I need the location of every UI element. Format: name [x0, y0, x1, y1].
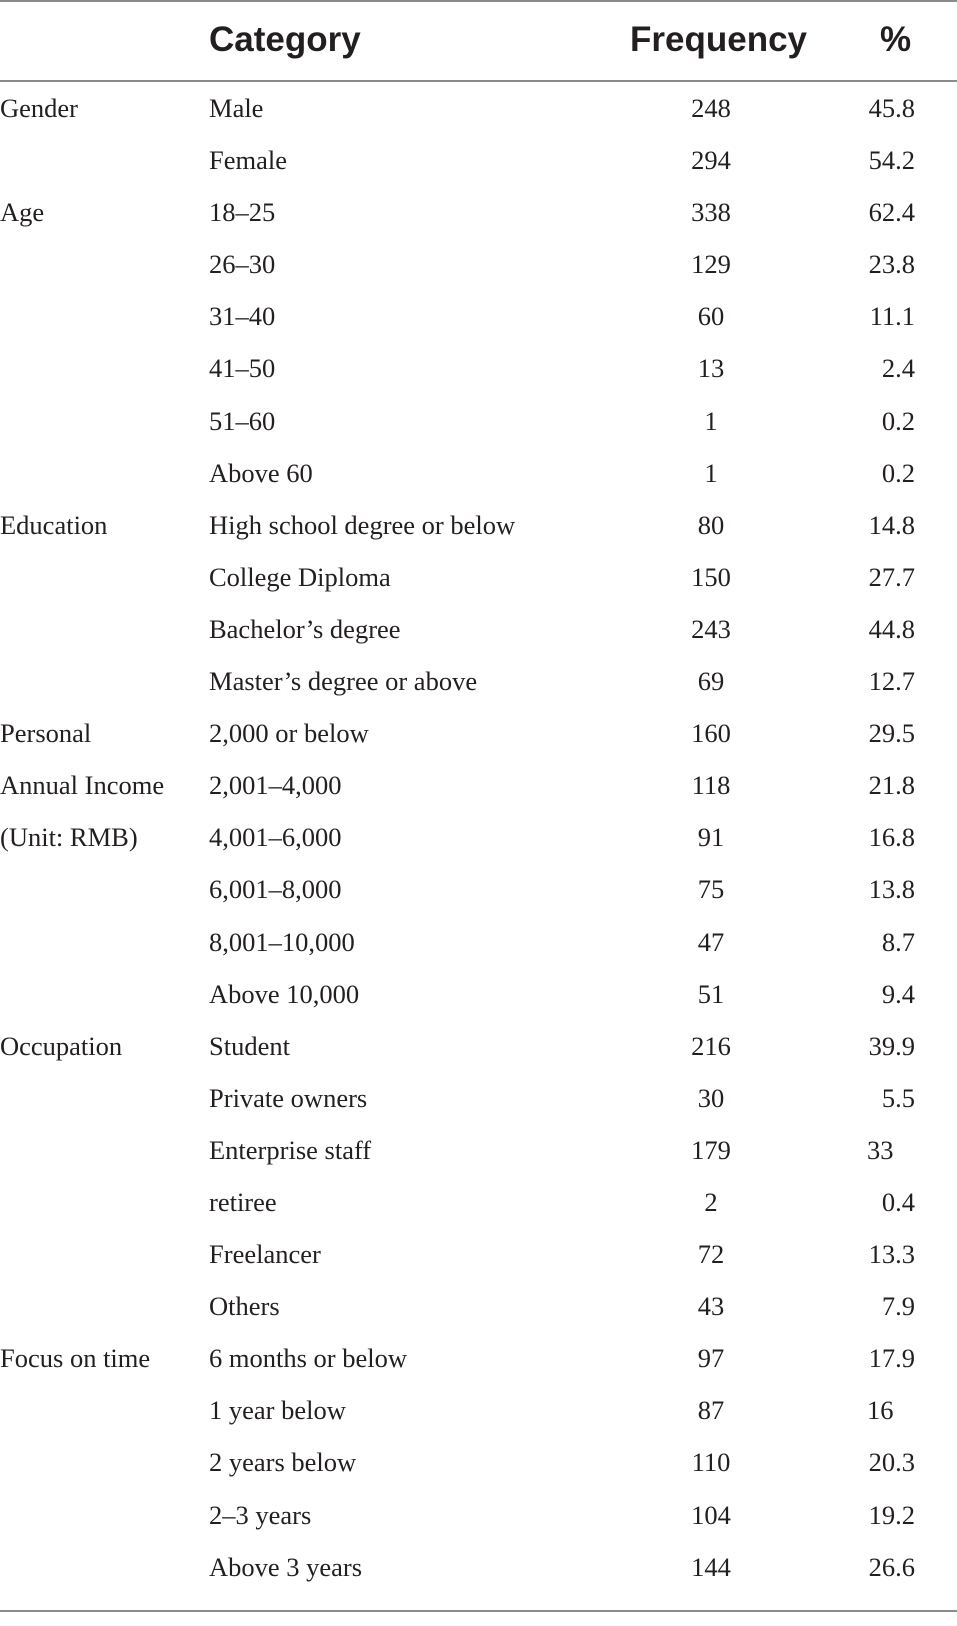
- table-row: [0, 186, 957, 238]
- row-category: Others: [209, 1291, 280, 1322]
- row-group-label: Focus on time: [0, 1343, 151, 1374]
- row-category: retiree: [209, 1186, 277, 1217]
- row-percent: 62.4: [868, 197, 915, 228]
- row-frequency: 150: [691, 561, 731, 592]
- row-group-label: (Unit: RMB): [0, 822, 138, 853]
- row-frequency: 2: [704, 1186, 718, 1217]
- row-percent: 11.1: [869, 301, 915, 332]
- table-row: [0, 655, 957, 707]
- table-row: [0, 1436, 957, 1488]
- row-category: 6 months or below: [209, 1343, 407, 1374]
- column-header-frequency: Frequency: [630, 20, 807, 59]
- table-row: [0, 811, 957, 863]
- table-row: [0, 603, 957, 655]
- row-frequency: 294: [691, 145, 731, 176]
- table-row: [0, 1489, 957, 1541]
- row-percent: 13.3: [868, 1239, 915, 1270]
- row-category: 4,001–6,000: [209, 822, 342, 853]
- row-frequency: 13: [697, 353, 725, 384]
- row-frequency: 60: [697, 301, 725, 332]
- row-percent: 0.4: [881, 1186, 915, 1217]
- row-category: 2,000 or below: [209, 718, 369, 749]
- row-percent: 7.9: [881, 1291, 915, 1322]
- table-row: [0, 342, 957, 394]
- row-percent: 26.6: [868, 1551, 915, 1582]
- row-percent: 23.8: [868, 249, 915, 280]
- row-category: High school degree or below: [209, 509, 516, 540]
- row-percent: 44.8: [868, 613, 915, 644]
- row-category: Master’s degree or above: [209, 666, 478, 697]
- row-percent: 54.2: [868, 145, 915, 176]
- row-percent: 2.4: [881, 353, 915, 384]
- row-category: Female: [209, 145, 287, 176]
- row-category: 41–50: [209, 353, 276, 384]
- row-percent: 19.2: [868, 1499, 915, 1530]
- row-frequency: 129: [691, 249, 731, 280]
- table-row: [0, 916, 957, 968]
- table-row: [0, 1176, 957, 1228]
- row-percent: 29.5: [868, 718, 915, 749]
- row-category: College Diploma: [209, 561, 391, 592]
- row-category: 8,001–10,000: [209, 926, 355, 957]
- row-percent: 5.5: [881, 1082, 915, 1113]
- table-row: [0, 1384, 957, 1436]
- row-category: 51–60: [209, 405, 276, 436]
- row-frequency: 118: [691, 770, 731, 801]
- row-frequency: 243: [691, 613, 731, 644]
- row-percent: 17.9: [868, 1343, 915, 1374]
- row-percent: 13.8: [868, 874, 915, 905]
- row-percent: 33: [867, 1134, 894, 1165]
- row-frequency: 43: [697, 1291, 725, 1322]
- table-row: [0, 499, 957, 551]
- table-row: [0, 968, 957, 1020]
- row-group-label: Age: [0, 197, 45, 228]
- row-category: Male: [209, 93, 264, 123]
- row-frequency: 30: [697, 1082, 725, 1113]
- row-percent: 16.8: [868, 822, 915, 853]
- row-group-label: Occupation: [0, 1030, 123, 1061]
- row-frequency: 80: [697, 509, 725, 540]
- row-category: 18–25: [209, 197, 276, 228]
- row-frequency: 1: [704, 405, 718, 436]
- row-percent: 0.2: [881, 405, 915, 436]
- row-category: Above 3 years: [209, 1551, 363, 1582]
- row-percent: 14.8: [868, 509, 915, 540]
- row-frequency: 51: [697, 978, 725, 1009]
- table-row: [0, 1072, 957, 1124]
- table-row: [0, 1541, 957, 1593]
- row-percent: 45.8: [868, 93, 915, 123]
- table-header-row: [0, 0, 957, 80]
- row-frequency: 97: [697, 1343, 725, 1374]
- row-percent: 8.7: [881, 926, 915, 957]
- row-category: Bachelor’s degree: [209, 613, 401, 644]
- row-percent: 16: [867, 1395, 894, 1426]
- table-row: [0, 395, 957, 447]
- table-row: [0, 1332, 957, 1384]
- row-group-label: Annual Income: [0, 770, 165, 801]
- table-row: [0, 134, 957, 186]
- table-row: [0, 1124, 957, 1176]
- row-frequency: 91: [697, 822, 725, 853]
- row-category: Above 60: [209, 457, 313, 488]
- table-row: [0, 1280, 957, 1332]
- column-header-category: Category: [209, 20, 361, 59]
- row-category: Above 10,000: [209, 978, 360, 1009]
- row-percent: 39.9: [868, 1030, 915, 1061]
- row-frequency: 87: [697, 1395, 725, 1426]
- table-body: [0, 82, 957, 1593]
- table-row: [0, 551, 957, 603]
- table-row: [0, 238, 957, 290]
- row-category: 2 years below: [209, 1447, 357, 1478]
- row-category: 31–40: [209, 301, 276, 332]
- row-frequency: 110: [691, 1447, 731, 1478]
- row-category: Private owners: [209, 1082, 368, 1113]
- table-row: [0, 1020, 957, 1072]
- row-percent: 12.7: [868, 666, 915, 697]
- row-category: 6,001–8,000: [209, 874, 342, 905]
- row-category: 26–30: [209, 249, 276, 280]
- row-group-label: Education: [0, 509, 108, 540]
- table-bottom-rule: [0, 1610, 957, 1612]
- row-category: 2–3 years: [209, 1499, 312, 1530]
- row-frequency: 72: [697, 1239, 725, 1270]
- row-frequency: 144: [691, 1551, 731, 1582]
- row-category: Enterprise staff: [209, 1134, 372, 1165]
- row-frequency: 160: [691, 718, 731, 749]
- table-row: [0, 447, 957, 499]
- column-header-percent: %: [880, 20, 912, 59]
- row-frequency: 47: [697, 926, 725, 957]
- row-frequency: 75: [697, 874, 725, 905]
- row-category: 1 year below: [209, 1395, 346, 1426]
- row-frequency: 1: [704, 457, 718, 488]
- row-frequency: 216: [691, 1030, 731, 1061]
- table-row: [0, 290, 957, 342]
- table-row: [0, 863, 957, 915]
- row-frequency: 69: [697, 666, 725, 697]
- row-category: Freelancer: [209, 1239, 321, 1270]
- row-frequency: 104: [691, 1499, 731, 1530]
- row-frequency: 179: [691, 1134, 731, 1165]
- table-row: [0, 759, 957, 811]
- row-group-label: Personal: [0, 718, 92, 749]
- row-percent: 9.4: [881, 978, 915, 1009]
- row-percent: 20.3: [868, 1447, 915, 1478]
- table-row: [0, 1228, 957, 1280]
- row-percent: 27.7: [868, 561, 915, 592]
- table-row: [0, 82, 957, 134]
- row-frequency: 248: [691, 93, 731, 123]
- row-percent: 0.2: [881, 457, 915, 488]
- row-category: Student: [209, 1030, 290, 1061]
- row-group-label: Gender: [0, 93, 78, 123]
- row-frequency: 338: [691, 197, 731, 228]
- row-percent: 21.8: [868, 770, 915, 801]
- row-category: 2,001–4,000: [209, 770, 342, 801]
- table-row: [0, 707, 957, 759]
